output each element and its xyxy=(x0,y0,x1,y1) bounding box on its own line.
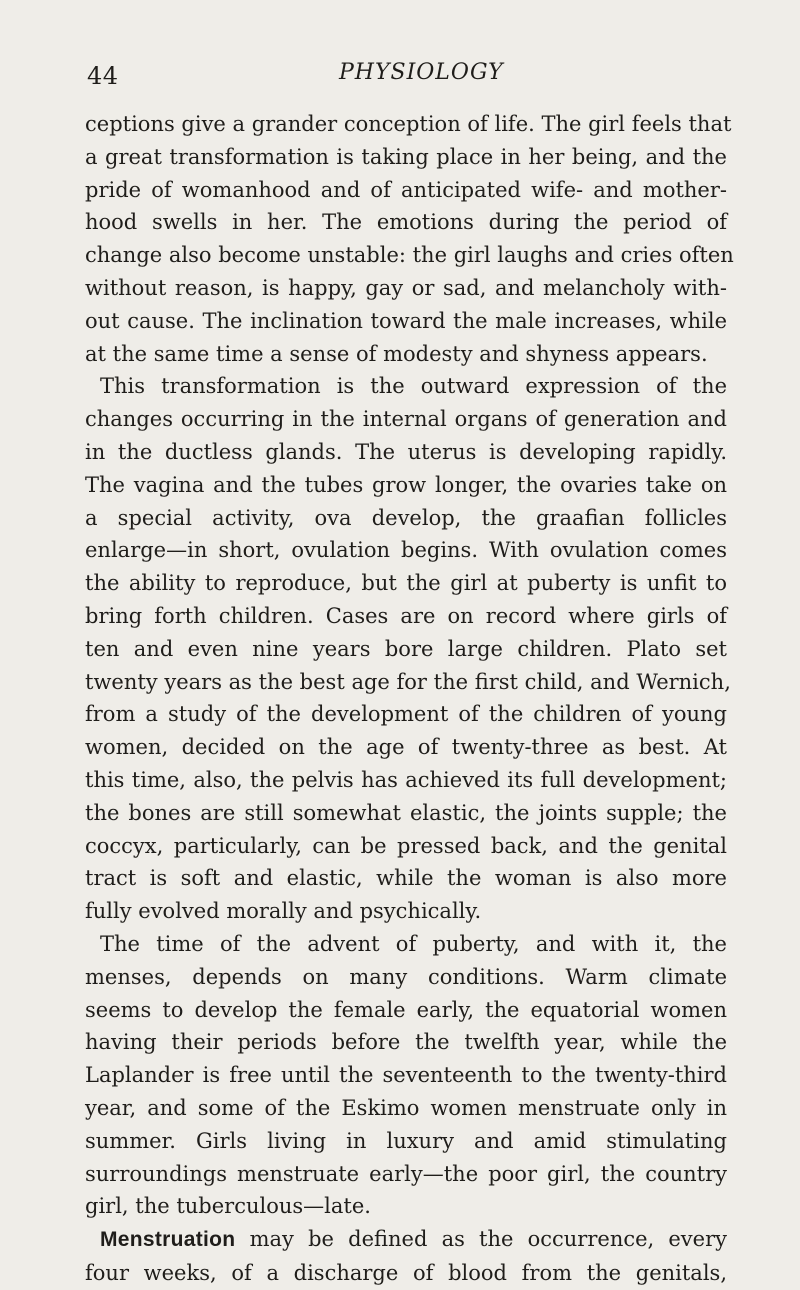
text-line: menses, depends on many conditions. Warm climate xyxy=(85,964,727,989)
text-line: coccyx, particularly, can be pressed back, and the genital xyxy=(85,833,727,858)
text-line: twenty years as the best age for the first child, and Wernich, xyxy=(85,669,731,694)
text-line: fully evolved morally and psychically. xyxy=(85,899,482,924)
text-line: four weeks, of a discharge of blood from the genitals, xyxy=(85,1260,727,1285)
body-text xyxy=(85,108,734,1290)
text-line: women, decided on the age of twenty-three as best. At xyxy=(85,735,727,760)
text-line: out cause. The inclination toward the male increases, while xyxy=(85,308,727,333)
text-line: a special activity, ova develop, the graafian follicles xyxy=(85,505,727,530)
text-line: hood swells in her. The emotions during the period of xyxy=(85,210,727,235)
running-head: PHYSIOLOGY xyxy=(339,60,504,85)
text-line: ten and even nine years bore large children. Plato set xyxy=(85,636,727,661)
text-line: year, and some of the Eskimo women menstruate only in xyxy=(85,1095,727,1120)
text-line: in the ductless glands. The uterus is developing rapidly. xyxy=(85,439,727,464)
text-line: tract is soft and elastic, while the woman is also more xyxy=(85,866,727,891)
text-line: bring forth children. Cases are on record where girls of xyxy=(85,603,727,628)
text-line: enlarge—in short, ovulation begins. With ovulation comes xyxy=(85,538,727,563)
text-line: change also become unstable: the girl laughs and cries often xyxy=(85,243,734,268)
text-line: ceptions give a grander conception of life. The girl feels that xyxy=(85,112,732,136)
text-line: from a study of the development of the children of young xyxy=(85,702,727,727)
page-number: 44 xyxy=(87,62,119,90)
text-line: summer. Girls living in luxury and amid stimulating xyxy=(85,1128,727,1153)
text-line: seems to develop the female early, the equatorial women xyxy=(85,997,727,1022)
text-line: girl, the tuberculous—late. xyxy=(85,1194,371,1219)
paragraph-start-line: The time of the advent of puberty, and with it, the xyxy=(100,931,727,956)
menstruation-paragraph-line xyxy=(85,1223,727,1257)
text-line: without reason, is happy, gay or sad, and melancholy with- xyxy=(85,275,727,300)
text-line: the bones are still somewhat elastic, the joints supple; the xyxy=(85,800,727,825)
paragraph-start-line: This transformation is the outward expression of the xyxy=(100,374,727,399)
text-line: Laplander is free until the seventeenth to the twenty-third xyxy=(85,1063,727,1088)
text-line: at the same time a sense of modesty and shyness appears. xyxy=(85,341,708,366)
text-line: pride of womanhood and of anticipated wife- and mother- xyxy=(85,177,727,202)
text-line: the ability to reproduce, but the girl at puberty is unfit to xyxy=(85,571,727,596)
text-line: a great transformation is taking place in her being, and the xyxy=(85,144,727,169)
text-line: surroundings menstruate early—the poor girl, the country xyxy=(85,1161,727,1186)
text-line: having their periods before the twelfth year, while the xyxy=(85,1030,727,1055)
text-line: changes occurring in the internal organs of generation and xyxy=(85,407,727,432)
text-line: The vagina and the tubes grow longer, the ovaries take on xyxy=(85,472,727,497)
run-in-heading: Menstruation xyxy=(100,1228,236,1252)
run-in-continuation: may be defined as the occurrence, every xyxy=(235,1227,727,1252)
text-line: this time, also, the pelvis has achieved its full development; xyxy=(85,767,727,792)
